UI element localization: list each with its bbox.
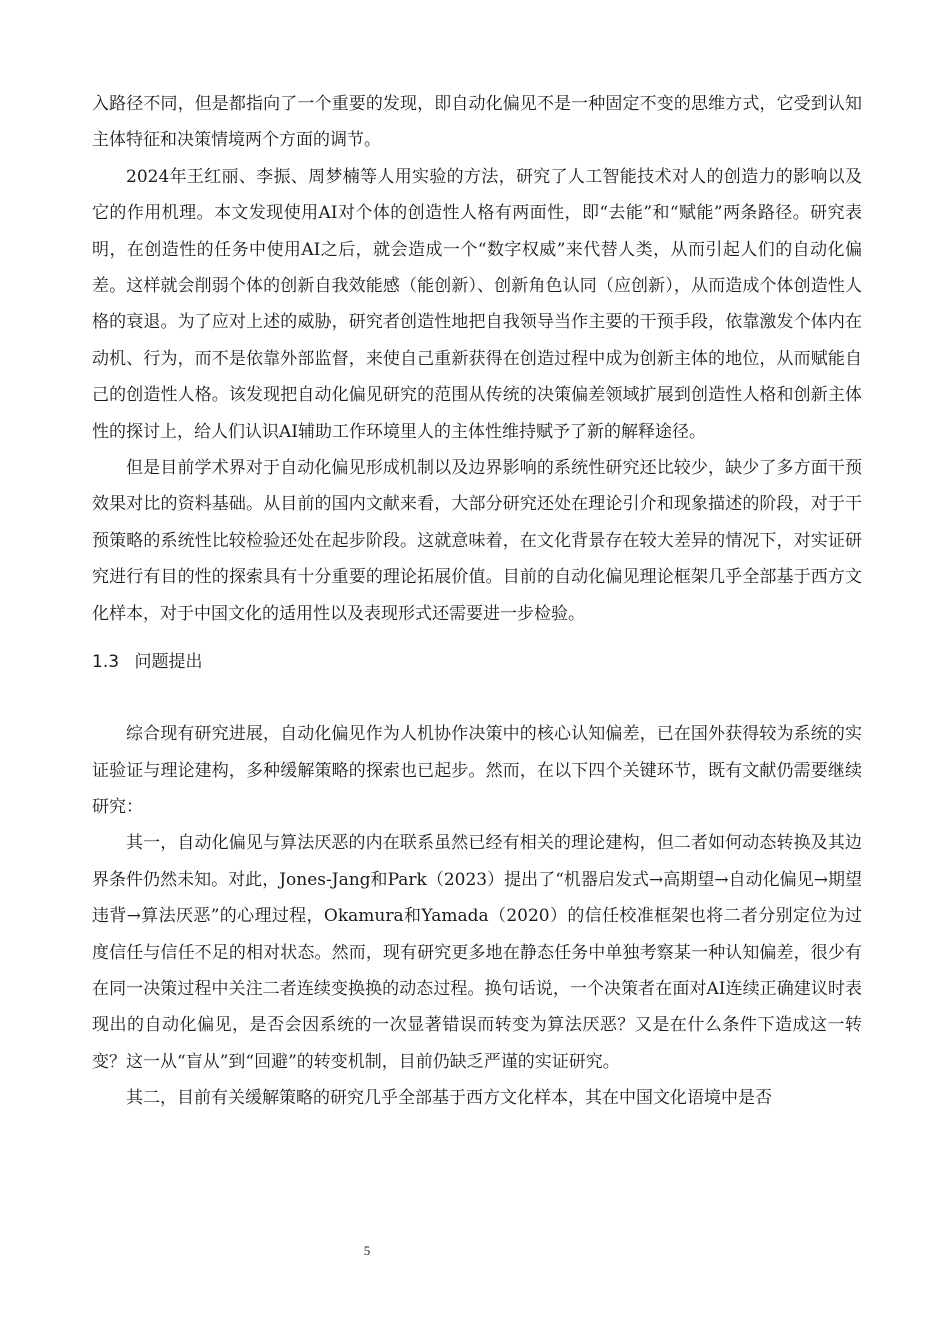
section-heading — [92, 644, 862, 680]
section-number: 1.3 — [92, 652, 120, 673]
body-paragraph: 综合现有研究进展，自动化偏见作为人机协作决策中的核心认知偏差，已在国外获得较为系统的实证验证与理论建构，多种缓解策略的探索也已起步。然而，在以下四个关键环节，既有文献仍需要继续研究： — [92, 724, 862, 817]
body-paragraph: 入路径不同，但是都指向了一个重要的发现，即自动化偏见不是一种固定不变的思维方式，它受到认知主体特征和决策情境两个方面的调节。 — [92, 94, 862, 151]
body-paragraph: 其二，目前有关缓解策略的研究几乎全部基于西方文化样本，其在中国文化语境中是否 — [126, 1088, 772, 1109]
document-page — [92, 86, 862, 1117]
body-paragraph: 但是目前学术界对于自动化偏见形成机制以及边界影响的系统性研究还比较少，缺少了多方面干预效果对比的资料基础。从目前的国内文献来看，大部分研究还处在理论引介和现象描述的阶段，对于干预策略的系统性比较检验还处在起步阶段。这就意味着，在文化背景存在较大差异的情况下，对实证研究进行有目的性的探索具有十分重要的理论拓展价值。目前的自动化偏见理论框架几乎全部基于西方文化样本，对于中国文化的适用性以及表现形式还需要进一步检验。 — [92, 458, 862, 624]
body-paragraph: 其一，自动化偏见与算法厌恶的内在联系虽然已经有相关的理论建构，但二者如何动态转换及其边界条件仍然未知。对此，Jones-Jang和Park（2023）提出了“机器启发式→高期望→自动化偏见→期望违背→算法厌恶”的心理过程，Okamura和Yamada（2020）的信任校准框架也将二者分别定位为过度信任与信任不足的相对状态。然而，现有研究更多地在静态任务中单独考察某一种认知偏差，很少有在同一决策过程中关注二者连续变换换的动态过程。换句话说，一个决策者在面对AI连续正确建议时表现出的自动化偏见，是否会因系统的一次显著错误而转变为算法厌恶？又是在什么条件下造成这一转变？这一从“盲从”到“回避”的转变机制，目前仍缺乏严谨的实证研究。 — [92, 833, 862, 1072]
body-paragraph: 2024年王红丽、李振、周梦楠等人用实验的方法，研究了人工智能技术对人的创造力的影响以及它的作用机理。本文发现使用AI对个体的创造性人格有两面性，即“去能”和“赋能”两条路径。研究表明，在创造性的任务中使用AI之后，就会造成一个“数字权威”来代替人类，从而引起人们的自动化偏差。这样就会削弱个体的创新自我效能感（能创新）、创新角色认同（应创新），从而造成个体创造性人格的衰退。为了应对上述的威胁，研究者创造性地把自我领导当作主要的干预手段，依靠激发个体内在动机、行为，而不是依靠外部监督，来使自己重新获得在创造过程中成为创新主体的地位，从而赋能自己的创造性人格。该发现把自动化偏见研究的范围从传统的决策偏差领域扩展到创造性人格和创新主体性的探讨上，给人们认识AI辅助工作环境里人的主体性维持赋予了新的解释途径。 — [92, 166, 862, 442]
section-title: 问题提出 — [134, 652, 203, 673]
page-number: 5 — [363, 1243, 371, 1258]
